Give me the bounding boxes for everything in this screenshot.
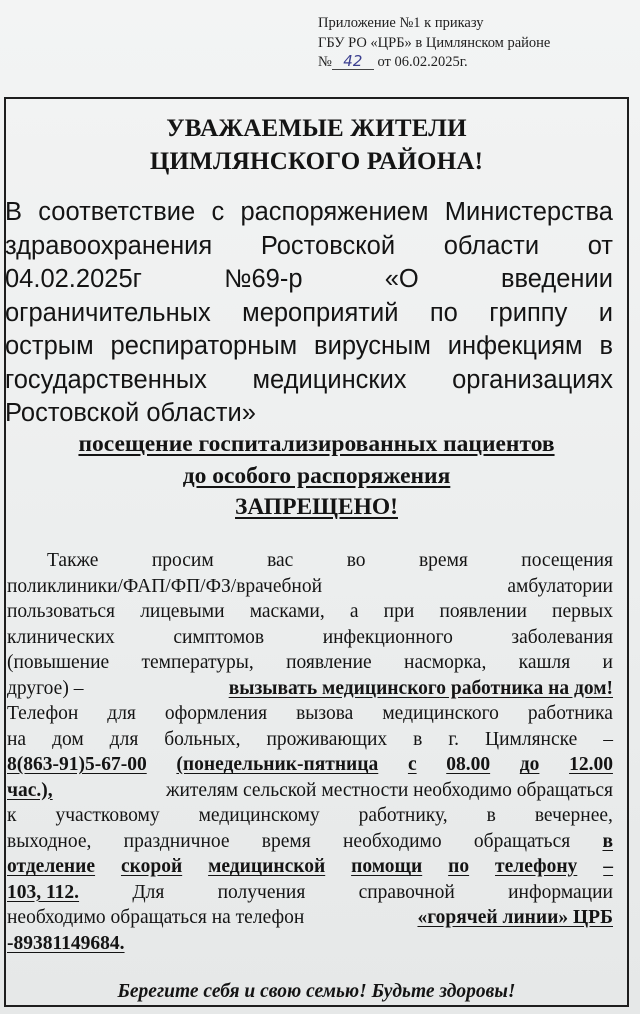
- hotline-label: «горячей линии» ЦРБ: [417, 907, 613, 928]
- call-doctor-home: вызывать медицинского работника на дом!: [228, 677, 613, 699]
- intro-row: здравоохранения Ростовской области от: [5, 231, 613, 260]
- body-row: Также просим вас во время посещения: [47, 550, 613, 571]
- body-row: поликлиники/ФАП/ФП/ФЗ/врачебной амбулатории: [7, 575, 613, 597]
- body-row: на дом для больных, проживающих в г. Цимлянске –: [7, 728, 613, 750]
- annex-header: [318, 14, 636, 73]
- phone-hours-row: 8(863-91)5-67-00 (понедельник-пятница с 08.00 до 12.00: [7, 754, 613, 775]
- intro-row: В соответствие с распоряжением Министерства: [5, 198, 613, 226]
- annex-number-sign: №: [318, 54, 332, 70]
- body-paragraph: [7, 548, 613, 956]
- body-row: час.), жителям сельской местности необходимо обращаться: [7, 779, 613, 801]
- body-row: пользоваться лицевыми масками, а при появлении первых: [7, 601, 613, 622]
- footer-wish: Берегите себя и свою семью! Будьте здоровы!: [117, 981, 516, 1002]
- annex-date: от 06.02.2025г.: [377, 54, 468, 70]
- ambulance-row: отделение скорой медицинской помощи по телефону –: [7, 856, 613, 877]
- notice-title: [4, 112, 629, 178]
- prohibition-line-3: ЗАПРЕЩЕНО!: [235, 494, 398, 520]
- intro-row: ограничительных мероприятий по гриппу и: [5, 298, 613, 327]
- intro-row: Ростовской области»: [5, 399, 256, 427]
- prohibition-block: [4, 429, 629, 524]
- body-row: необходимо обращаться на телефон «горячей линии» ЦРБ: [7, 905, 613, 931]
- prohibition-line-2: до особого распоряжения: [182, 462, 451, 489]
- body-row: другое) – вызывать медицинского работника на дом!: [7, 676, 613, 702]
- intro-row: острым респираторным вирусным инфекциям в: [5, 332, 613, 360]
- intro-row: 04.02.2025г №69-р «О введении: [5, 265, 613, 293]
- title-line-1: УВАЖАЕМЫЕ ЖИТЕЛИ: [166, 115, 467, 142]
- body-row: (повышение температуры, появление насморка, кашля и: [7, 652, 613, 673]
- body-row: выходное, праздничное время необходимо обращаться в: [7, 830, 613, 852]
- annex-line-3: [318, 53, 636, 73]
- hotline-number: -89381149684.: [7, 932, 125, 954]
- prohibition-line-1: посещение госпитализированных пациентов: [78, 431, 555, 457]
- body-row: клинических симптомов инфекционного заболевания: [7, 626, 613, 648]
- annex-line-1: Приложение №1 к приказу: [318, 15, 484, 31]
- intro-paragraph: [5, 196, 613, 431]
- body-row: Телефон для оформления вызова медицинского работника: [7, 703, 613, 724]
- intro-row: государственных медицинских организациях: [5, 365, 613, 394]
- title-line-2: ЦИМЛЯНСКОГО РАЙОНА!: [149, 148, 484, 175]
- annex-line-2: ГБУ РО «ЦРБ» в Цимлянском районе: [318, 34, 551, 51]
- body-row: к участковому медицинскому работнику, в вечернее,: [7, 805, 613, 826]
- body-row: 103, 112. Для получения справочной информации: [7, 880, 613, 906]
- body-row: [7, 931, 613, 957]
- order-number-handwritten: 42: [332, 54, 374, 70]
- emergency-numbers: 103, 112.: [7, 881, 80, 903]
